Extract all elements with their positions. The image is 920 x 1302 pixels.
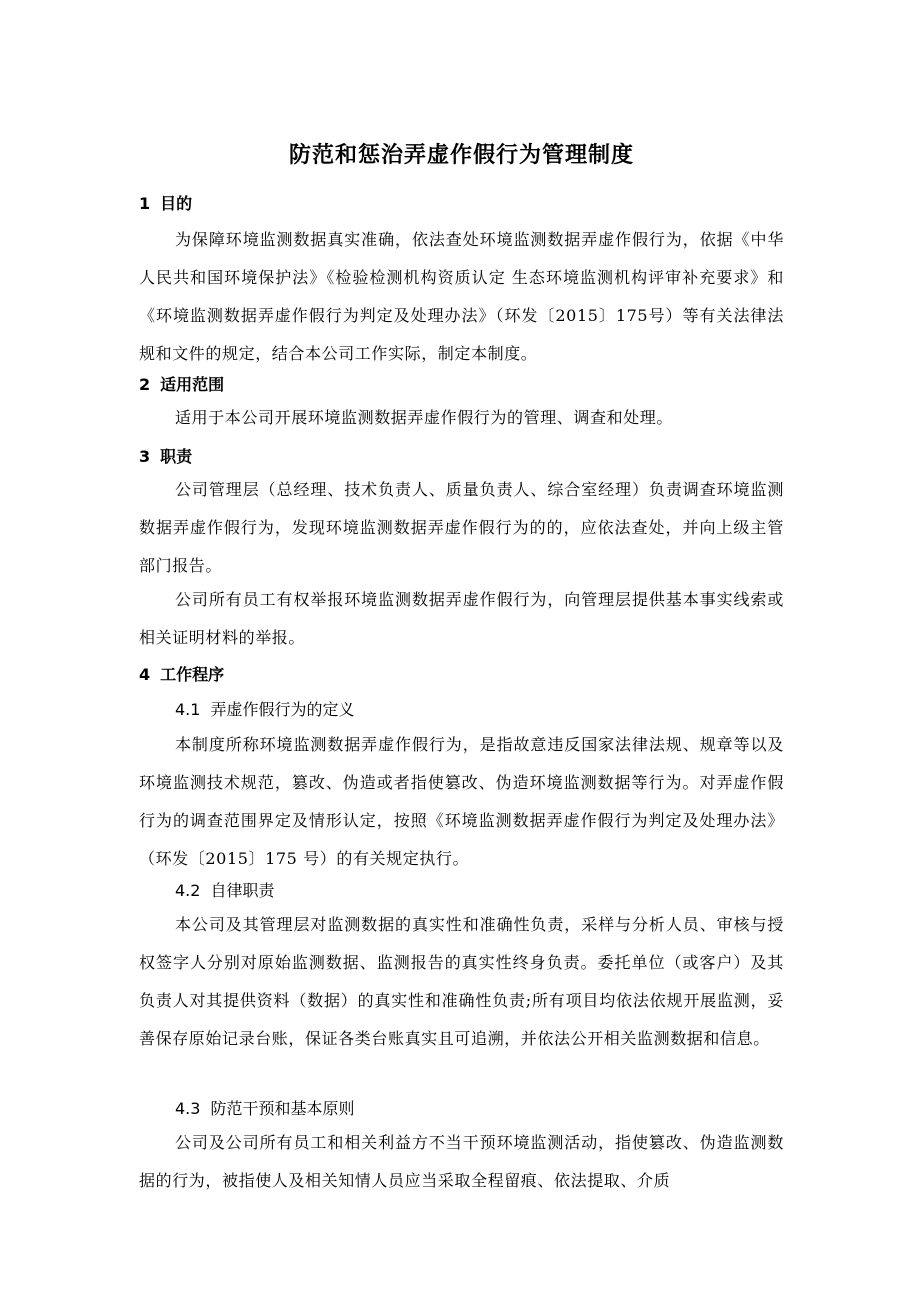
section-title: 目的: [160, 194, 193, 213]
paragraph-prevention: 公司及公司所有员工和相关利益方不当干预环境监测活动，指使篡改、伪造监测数据的行为，被指使人及相关知情人员应当采取全程留痕、依法提取、介质: [139, 1133, 784, 1190]
paragraph-purpose: 为保障环境监测数据真实准确，依法查处环境监测数据弄虚作假行为，依据《中华人民共和国环境保护法》《检验检测机构资质认定 生态环境监测机构评审补充要求》和《环境监测数据弄虚作假行为判定及处理办法》（环发〔2015〕175号）等有关法律法规和文件的规定，结合本公司工作实际，制定本制度。: [139, 230, 784, 363]
paragraph-self-discipline: 本公司及其管理层对监测数据的真实性和准确性负责，采样与分析人员、审核与授权签字人分别对原始监测数据、监测报告的真实性终身负责。委托单位（或客户）及其负责人对其提供资料（数据）的真实性和准确性负责;所有项目均依法依规开展监测，妥善保存原始记录台账，保证各类台账真实且可追溯，并依法公开相关监测数据和信息。: [139, 915, 784, 1048]
subsection-heading-4-2: [175, 878, 274, 901]
paragraph-duties-staff: 公司所有员工有权举报环境监测数据弄虚作假行为，向管理层提供基本事实线索或相关证明材料的举报。: [139, 590, 784, 647]
section-heading-4: [139, 662, 224, 685]
section-heading-2: [139, 372, 224, 395]
section-heading-1: [139, 191, 192, 214]
section-number: 2: [139, 375, 151, 394]
subsection-heading-4-1: [175, 697, 354, 720]
subsection-title: 自律职责: [210, 881, 275, 900]
section-number: 4: [139, 665, 151, 684]
section-title: 适用范围: [160, 375, 225, 394]
section-title: 工作程序: [160, 665, 225, 684]
subsection-number: 4.1: [175, 700, 201, 719]
section-number: 3: [139, 447, 151, 466]
subsection-number: 4.2: [175, 881, 201, 900]
document-title: 防范和惩治弄虚作假行为管理制度: [288, 143, 634, 168]
paragraph-scope: 适用于本公司开展环境监测数据弄虚作假行为的管理、调查和处理。: [175, 408, 674, 427]
subsection-number: 4.3: [175, 1099, 201, 1118]
paragraph-duties-management: 公司管理层（总经理、技术负责人、质量负责人、综合室经理）负责调查环境监测数据弄虚作假行为，发现环境监测数据弄虚作假行为的的，应依法查处，并向上级主管部门报告。: [139, 480, 784, 575]
paragraph-definition: 本制度所称环境监测数据弄虚作假行为，是指故意违反国家法律法规、规章等以及环境监测技术规范，篡改、伪造或者指使篡改、伪造环境监测数据等行为。对弄虚作假行为的调查范围界定及情形认定，按照《环境监测数据弄虚作假行为判定及处理办法》（环发〔2015〕175 号）的有关规定执行。: [139, 735, 784, 868]
section-number: 1: [139, 194, 151, 213]
subsection-title: 弄虚作假行为的定义: [210, 700, 355, 719]
subsection-heading-4-3: [175, 1096, 354, 1119]
section-heading-3: [139, 444, 192, 467]
section-title: 职责: [160, 447, 193, 466]
subsection-title: 防范干预和基本原则: [210, 1099, 355, 1118]
